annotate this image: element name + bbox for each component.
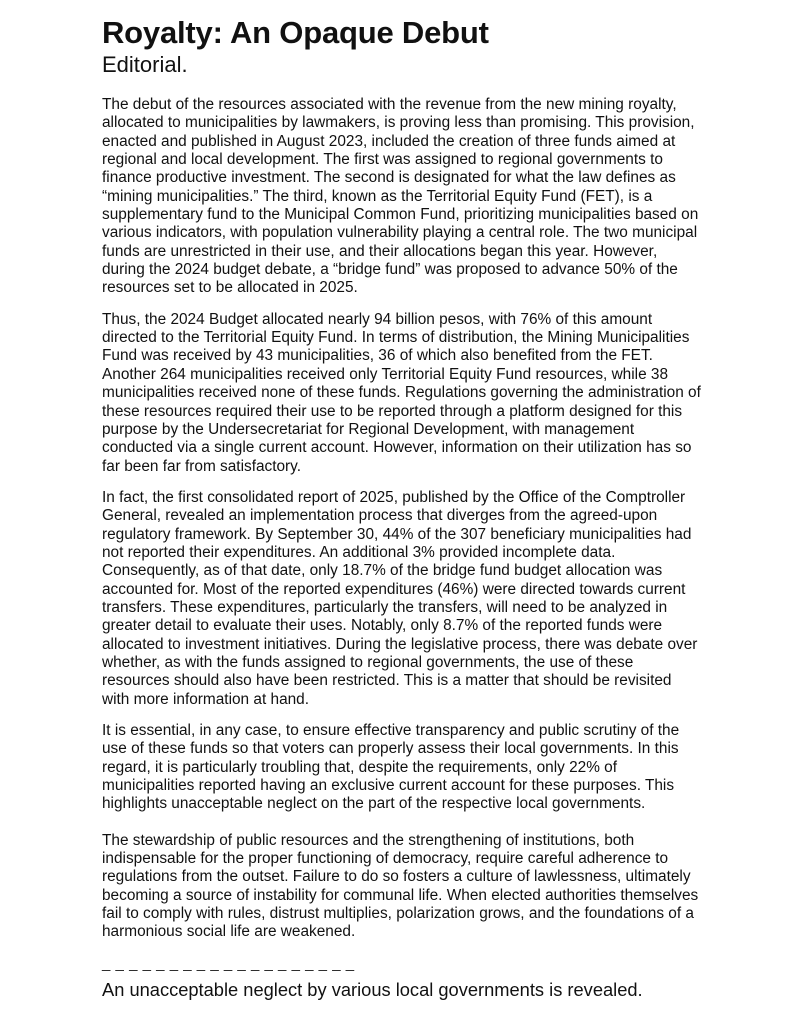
paragraph (102, 96, 742, 298)
paragraph-line: Consequently, as of that date, only 18.7% of the bridge fund budget allocation was (102, 562, 663, 580)
paragraph-line: resources set to be allocated in 2025. (102, 279, 358, 297)
article-section: Editorial. (102, 52, 188, 77)
paragraph-line: whether, as with the funds assigned to regional governments, the use of these (102, 653, 634, 671)
separator: ___________________ (102, 954, 360, 972)
paragraph-line: with more information at hand. (102, 690, 310, 708)
paragraph-line: various indicators, with population vulnerability playing a central role. The two municipal (102, 224, 698, 242)
article-title: Royalty: An Opaque Debut (102, 15, 489, 50)
paragraph-line: supplementary fund to the Municipal Common Fund, prioritizing municipalities based on (102, 206, 699, 224)
paragraph-line: General, revealed an implementation process that diverges from the agreed-upon (102, 507, 658, 525)
paragraph-line: during the 2024 budget debate, a “bridge fund” was proposed to advance 50% of the (102, 261, 678, 279)
article-body (102, 96, 742, 942)
paragraph-line: municipalities reported having an exclusive current account for these purposes. This (102, 777, 675, 795)
paragraph-line: directed to the Territorial Equity Fund. In terms of distribution, the Mining Municipalities (102, 329, 690, 347)
paragraph-line: accounted for. Most of the reported expenditures (46%) were directed towards current (102, 580, 686, 598)
paragraph-line: enacted and published in August 2023, included the creation of three funds aimed at (102, 132, 676, 150)
paragraph-line: Thus, the 2024 Budget allocated nearly 94 billion pesos, with 76% of this amount (102, 310, 653, 328)
paragraph-line: becoming a source of instability for communal life. When elected authorities themselves (102, 886, 699, 904)
paragraph-line: harmonious social life are weakened. (102, 923, 356, 941)
paragraph-line: transfers. These expenditures, particularly the transfers, will need to be analyzed in (102, 598, 668, 616)
paragraph-line: fail to comply with rules, distrust multiplies, polarization grows, and the foundations of a (102, 905, 694, 923)
paragraph-line: purpose by the Undersecretariat for Regional Development, with management (102, 420, 635, 438)
paragraph-line: regard, it is particularly troubling that, despite the requirements, only 22% of (102, 758, 618, 776)
paragraph-line: greater detail to evaluate their uses. Notably, only 8.7% of the reported funds were (102, 617, 663, 635)
paragraph-line: regional and local development. The first was assigned to regional governments to (102, 151, 663, 169)
paragraph-line: finance productive investment. The second is designated for what the law defines as (102, 169, 676, 187)
paragraph-line: The stewardship of public resources and the strengthening of institutions, both (102, 831, 635, 849)
paragraph-line: resources should also have been restricted. This is a matter that should be revisited (102, 672, 672, 690)
paragraph-line: regulations from the outset. Failure to do so fosters a culture of lawlessness, ultimately (102, 868, 691, 886)
paragraph-line: conducted via a single current account. However, information on their utilization has so (102, 439, 692, 457)
paragraph (102, 311, 742, 476)
paragraph-line: In fact, the first consolidated report of 2025, published by the Office of the Comptroller (102, 488, 686, 506)
paragraph-line: indispensable for the proper functioning of democracy, require careful adherence to (102, 850, 669, 868)
paragraph-line: “mining municipalities.” The third, known as the Territorial Equity Fund (FET), is a (102, 187, 653, 205)
paragraph (102, 489, 742, 709)
paragraph (102, 722, 742, 814)
paragraph-line: funds are unrestricted in their use, and their allocations began this year. However, (102, 242, 658, 260)
paragraph-line: allocated to investment initiatives. During the legislative process, there was debate over (102, 635, 698, 653)
paragraph-line: It is essential, in any case, to ensure effective transparency and public scrutiny of the (102, 722, 680, 739)
paragraph-line: use of these funds so that voters can properly assess their local governments. In this (102, 740, 679, 758)
article-tagline: An unacceptable neglect by various local governments is revealed. (102, 978, 643, 1000)
paragraph-line: far been far from satisfactory. (102, 457, 302, 475)
paragraph-line: not reported their expenditures. An additional 3% provided incomplete data. (102, 543, 616, 561)
paragraph (102, 832, 742, 942)
paragraph-line: Fund was received by 43 municipalities, 36 of which also benefited from the FET. (102, 347, 653, 365)
paragraph-line: highlights unacceptable neglect on the part of the respective local governments. (102, 795, 646, 813)
article (102, 14, 742, 1001)
paragraph-line: The debut of the resources associated with the revenue from the new mining royalty, (102, 96, 677, 113)
paragraph-line: regulatory framework. By September 30, 44% of the 307 beneficiary municipalities had (102, 525, 692, 543)
paragraph-line: these resources required their use to be reported through a platform designed for this (102, 402, 683, 420)
paragraph-line: allocated to municipalities by lawmakers, is proving less than promising. This provision, (102, 114, 695, 132)
paragraph-line: municipalities received none of these funds. Regulations governing the administration of (102, 384, 701, 402)
paragraph-line: Another 264 municipalities received only Territorial Equity Fund resources, while 38 (102, 365, 669, 383)
